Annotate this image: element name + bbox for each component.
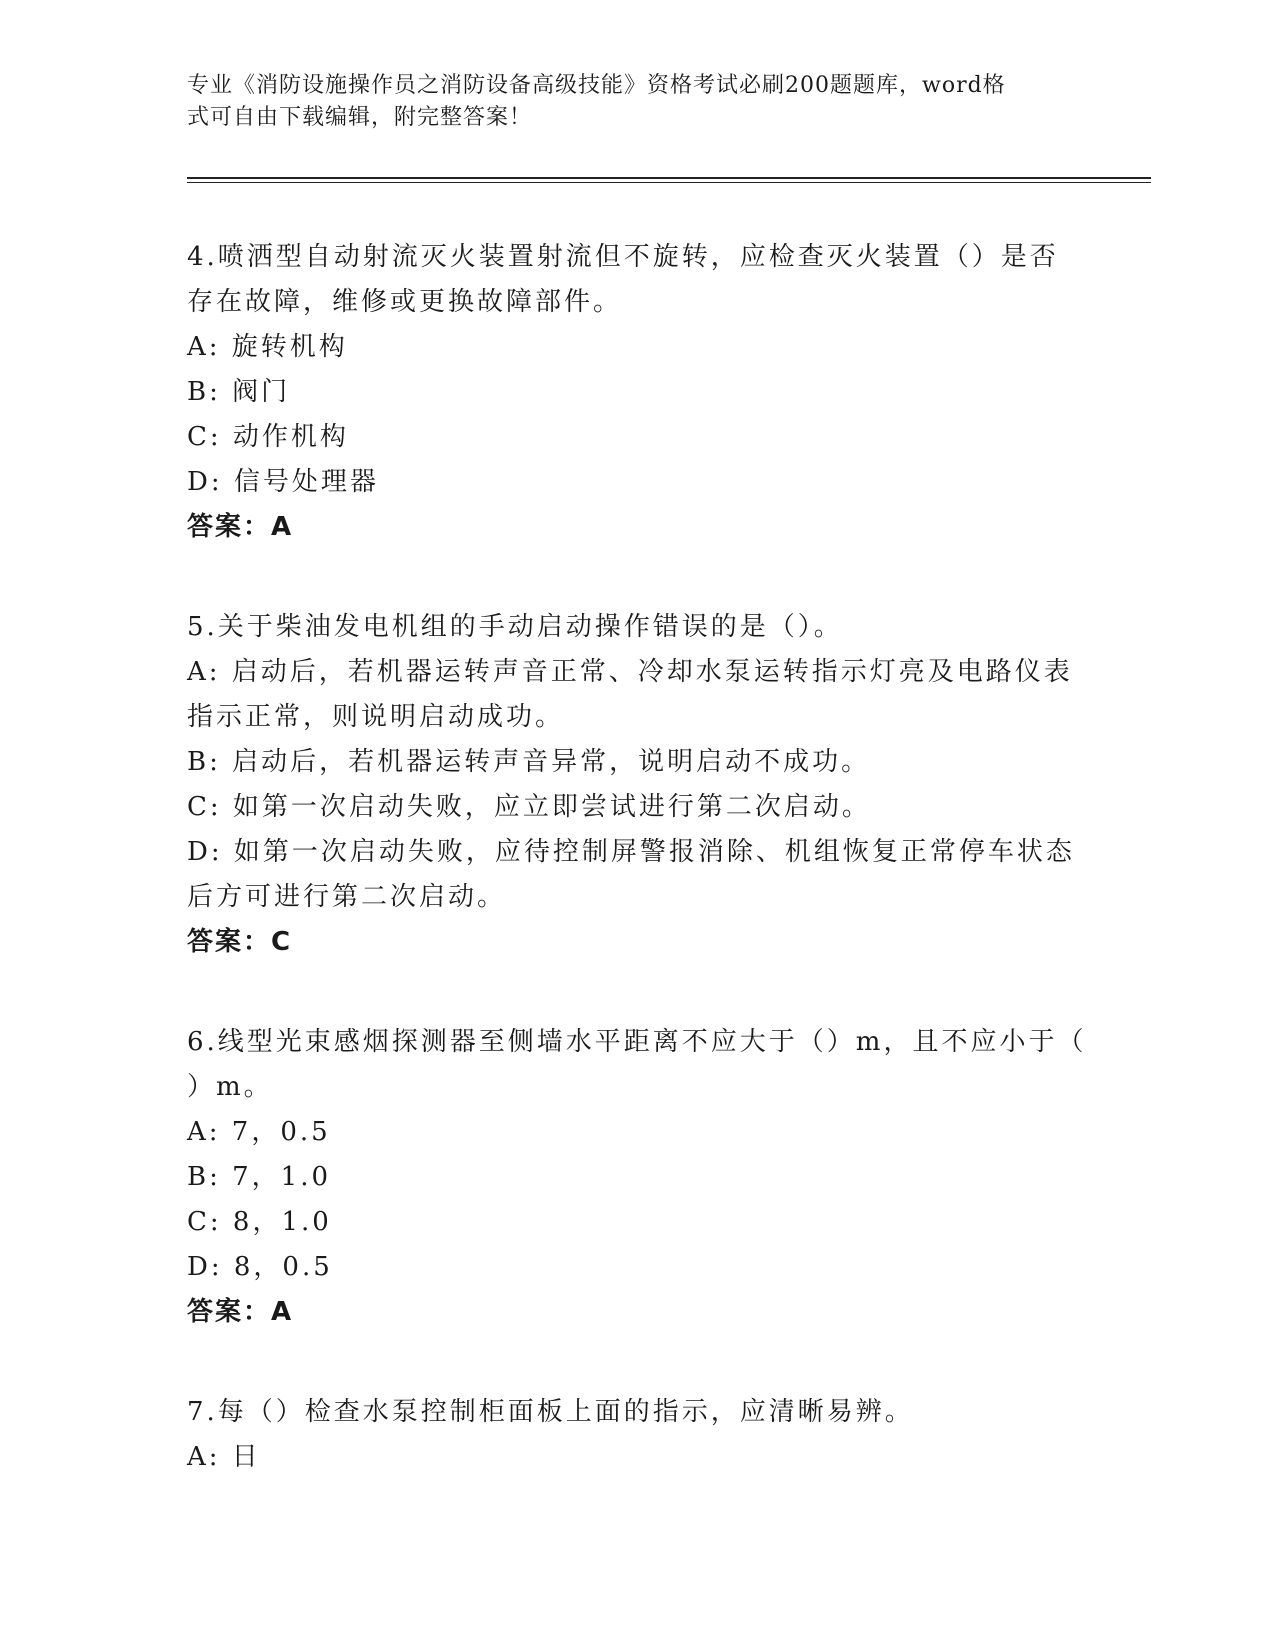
option-b: B: 7，1.0 [187, 1162, 332, 1192]
question-4 [187, 235, 1087, 550]
question-list [187, 235, 1087, 1535]
option-a: A: 启动后，若机器运转声音正常、冷却水泵运转指示灯亮及电路仪表 [187, 657, 1073, 687]
option-a: A: 旋转机构 [187, 332, 348, 362]
option-a: A: 日 [187, 1442, 261, 1472]
question-7 [187, 1390, 1087, 1480]
answer-label: 答案：A [187, 1297, 294, 1327]
option-a-continued: 指示正常，则说明启动成功。 [187, 702, 565, 732]
option-c: C: 动作机构 [187, 422, 349, 452]
option-c: C: 如第一次启动失败，应立即尝试进行第二次启动。 [187, 792, 871, 822]
question-stem-line: 存在故障，维修或更换故障部件。 [187, 287, 623, 317]
option-d: D: 信号处理器 [187, 467, 379, 497]
answer-label: 答案：C [187, 927, 293, 957]
header-line-2: 式可自由下载编辑，附完整答案！ [187, 105, 533, 130]
header-line-1: 专业《消防设施操作员之消防设备高级技能》资格考试必刷200题题库，word格 [187, 73, 1006, 98]
header-divider-thick [187, 177, 1151, 179]
question-stem-line: 6.线型光束感烟探测器至侧墙水平距离不应大于（）m，且不应小于（ [187, 1027, 1087, 1057]
option-b: B: 阀门 [187, 377, 291, 407]
option-c: C: 8，1.0 [187, 1207, 332, 1237]
question-stem-line: ）m。 [187, 1072, 273, 1102]
question-stem-line: 5.关于柴油发电机组的手动启动操作错误的是（）。 [187, 612, 843, 642]
question-stem-line: 4.喷洒型自动射流灭火装置射流但不旋转，应检查灭火装置（）是否 [187, 242, 1059, 272]
option-b: B: 启动后，若机器运转声音异常，说明启动不成功。 [187, 747, 871, 777]
option-d-continued: 后方可进行第二次启动。 [187, 882, 507, 912]
header-divider-thin [187, 182, 1151, 183]
question-5 [187, 605, 1087, 965]
document-header [187, 70, 1067, 134]
option-d: D: 如第一次启动失败，应待控制屏警报消除、机组恢复正常停车状态 [187, 837, 1075, 867]
question-stem-line: 7.每（）检查水泵控制柜面板上面的指示，应清晰易辨。 [187, 1397, 914, 1427]
question-6 [187, 1020, 1087, 1335]
option-a: A: 7，0.5 [187, 1117, 331, 1147]
option-d: D: 8，0.5 [187, 1252, 333, 1282]
answer-label: 答案：A [187, 512, 294, 542]
